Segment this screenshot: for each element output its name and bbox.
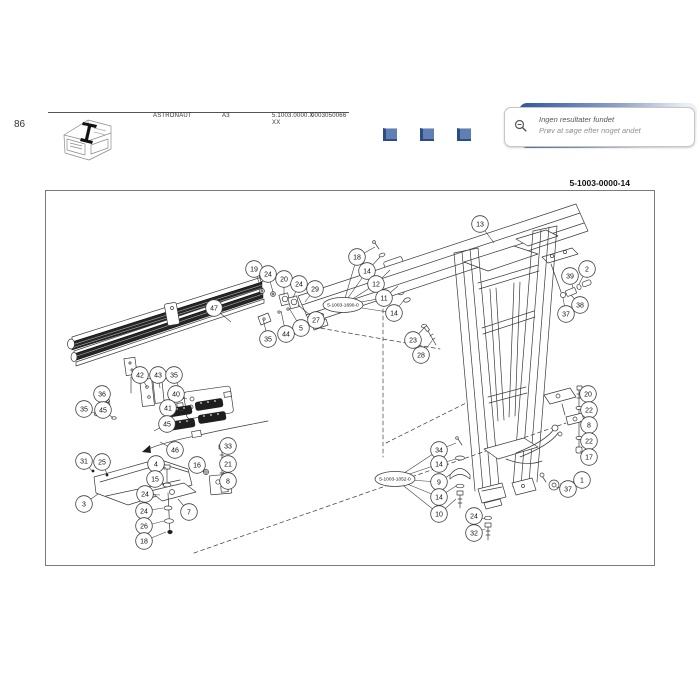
svg-text:18: 18 [140,538,148,546]
svg-text:35: 35 [264,336,272,344]
svg-text:32: 32 [470,530,478,538]
svg-text:4: 4 [154,461,158,469]
machine-thumbnail-drawing [58,115,120,165]
svg-text:24: 24 [140,508,148,516]
part-balloon-34 [431,442,456,459]
part-balloon-14 [431,456,456,473]
svg-text:15: 15 [151,476,159,484]
svg-text:45: 45 [163,421,171,429]
part-balloon-24 [466,508,485,525]
exploded-diagram [46,191,654,565]
part-balloon-37 [556,481,576,498]
svg-text:38: 38 [576,302,584,310]
svg-text:14: 14 [435,461,443,469]
part-balloon-45 [95,402,113,419]
part-balloon-32 [466,525,485,542]
part-balloon-22 [581,433,598,450]
svg-text:2: 2 [585,266,589,274]
svg-text:11: 11 [380,295,388,303]
part-balloon-36 [94,386,111,403]
svg-text:47: 47 [210,305,218,313]
svg-text:24: 24 [264,271,272,279]
svg-text:23: 23 [409,337,417,345]
svg-text:10: 10 [435,511,443,519]
part-balloon-20 [580,386,597,403]
part-balloon-18 [349,247,375,265]
part-balloon-33 [220,438,237,455]
part-balloon-17 [580,449,597,466]
header-format: A3 [222,113,230,119]
svg-text:7: 7 [187,509,191,517]
svg-text:24: 24 [470,513,478,521]
svg-text:37: 37 [562,311,570,319]
part-balloon-16 [189,457,206,474]
part-balloon-44 [278,311,295,342]
svg-text:29: 29 [311,286,319,294]
svg-text:22: 22 [585,407,593,415]
svg-text:44: 44 [282,331,290,339]
svg-text:1: 1 [580,477,584,485]
part-balloon-46 [160,442,183,459]
svg-text:9: 9 [437,479,441,487]
svg-text:16: 16 [193,462,201,470]
part-balloon-7 [178,499,197,520]
header-code-line1: 5.1003.0000.X [272,113,314,119]
part-balloon-35 [76,401,95,418]
svg-text:14: 14 [435,494,443,502]
svg-text:45: 45 [99,407,107,415]
nav-marker-1[interactable] [383,128,397,141]
header-doc-number: 0003050066 [311,113,347,119]
svg-text:37: 37 [564,486,572,494]
svg-text:22: 22 [585,438,593,446]
svg-text:20: 20 [584,391,592,399]
svg-text:46: 46 [171,447,179,455]
part-balloon-45 [154,416,175,433]
nav-marker-2[interactable] [420,128,434,141]
search-no-results-subtitle: Prøv at søge efter noget andet [539,126,641,135]
svg-text:20: 20 [280,276,288,284]
part-balloon-18 [136,532,166,549]
part-balloon-24 [136,503,163,520]
header-product: ASTRONAUT [153,113,192,119]
svg-text:21: 21 [224,461,232,469]
svg-text:25: 25 [98,459,106,467]
svg-text:24: 24 [295,281,303,289]
part-balloon-20 [276,271,293,295]
svg-text:26: 26 [140,523,148,531]
part-balloon-25 [94,454,111,474]
page-number: 86 [14,119,26,130]
part-balloon-26 [136,518,164,535]
part-balloon-39 [562,268,579,288]
part-balloon-15 [147,471,164,488]
svg-text:33: 33 [224,443,232,451]
magnifier-zoom-icon [514,119,528,138]
svg-text:8: 8 [587,422,591,430]
svg-text:43: 43 [154,372,162,380]
svg-text:12: 12 [372,281,380,289]
svg-text:5: 5 [299,325,303,333]
machine-thumbnail[interactable] [58,115,120,170]
diagram-frame [45,190,655,566]
svg-text:18: 18 [353,254,361,262]
svg-text:35: 35 [170,372,178,380]
svg-text:41: 41 [164,405,172,413]
svg-text:14: 14 [363,268,371,276]
svg-text:17: 17 [585,454,593,462]
svg-text:8: 8 [226,478,230,486]
part-balloon-9 [431,474,451,491]
search-no-results-title: Ingen resultater fundet [539,115,615,124]
part-balloon-23 [405,328,424,348]
svg-text:35: 35 [80,406,88,414]
svg-text:28: 28 [417,352,425,360]
svg-text:40: 40 [172,391,180,399]
part-balloon-8 [580,417,597,434]
group-label-text: 5-1003-1690-0 [327,303,359,309]
header-code [272,113,316,126]
part-balloon-37 [558,298,575,322]
part-balloon-3 [76,494,98,512]
svg-text:24: 24 [141,491,149,499]
nav-marker-3[interactable] [457,128,471,141]
svg-text:27: 27 [312,317,320,325]
svg-text:13: 13 [476,221,484,229]
svg-text:36: 36 [98,391,106,399]
svg-text:3: 3 [82,501,86,509]
svg-text:42: 42 [136,372,144,380]
part-balloon-22 [581,402,598,419]
part-balloon-31 [76,453,93,471]
svg-text:31: 31 [80,458,88,466]
svg-text:14: 14 [390,310,398,318]
svg-text:19: 19 [250,266,258,274]
part-balloon-8 [220,473,237,490]
svg-text:39: 39 [566,273,574,281]
search-result-box[interactable] [504,107,695,147]
group-label-text: 5-1003-1052-0 [379,477,411,483]
diagram-code: 5-1003-0000-14 [569,178,630,188]
svg-text:34: 34 [435,447,443,455]
header-code-line2: XX [272,119,281,126]
